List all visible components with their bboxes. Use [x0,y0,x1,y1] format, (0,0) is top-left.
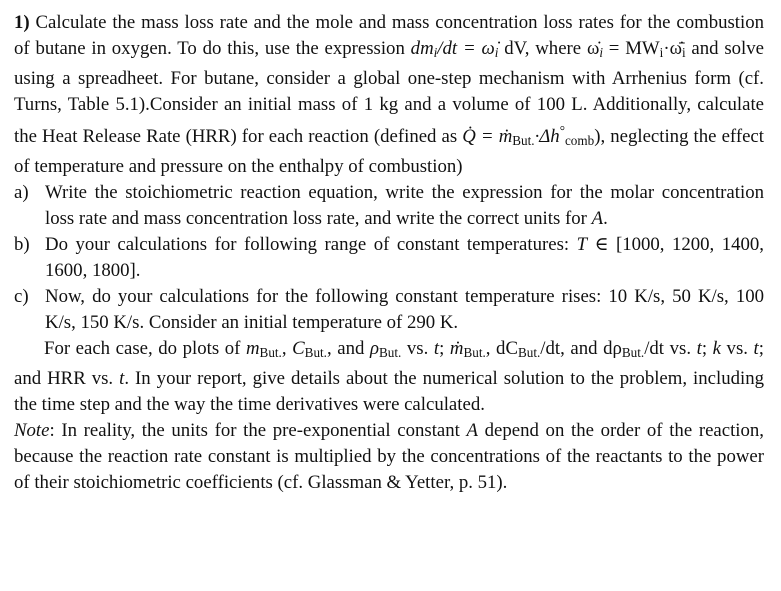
plots-drho: and dρ [564,338,622,359]
expr-omega-sub-2: i [599,45,603,60]
plots-comma-2: , and [326,338,370,359]
item-text-a: Write the stoichiometric reaction equation, write the expression for the molar concentration loss rate and mass concentration loss rate, and write the correct units for [45,182,764,229]
plots-m: m [245,338,260,359]
plots-paragraph [14,336,764,418]
plots-comma-1: , [281,338,293,359]
item-var-b: T [576,234,588,255]
plots-t-4: t [119,368,125,389]
item-tail-a: . [603,208,608,229]
expr-qdot-sub: But. [512,133,535,148]
expr-delta-h-sub: comb [564,133,595,148]
plots-sep-1: ; [439,338,450,359]
list-item-a [14,180,764,232]
plots-mdot: ṁ [449,338,464,359]
expr-omega-sub: i [494,45,499,60]
plots-sub-4: But. [463,345,486,360]
expr-mw: = MW [602,38,660,59]
plots-sub-6: But. [621,345,645,360]
plots-t-1: t [433,338,440,359]
plots-c: C [292,338,305,359]
plots-sub-5: But. [517,345,541,360]
expr-dm-sub: i [433,45,438,60]
plots-end: . In your report, give details about the numerical solution to the problem, including the time step and the way the time derivatives were calculated. [14,368,764,415]
note-paragraph [14,418,764,496]
expr-mw-sub: i [659,45,664,60]
expr-delta-h-sup: ° [559,123,565,138]
plots-sub-2: But. [304,345,327,360]
note-var: A [466,420,478,441]
expr-qdot: Q̇ = ṁ [462,126,513,147]
expr-dt-omega: /dt = ω̇ [437,38,495,59]
intro-text-3: ), neglecting the effect of temperature and pressure on the enthalpy of combustion) [14,126,764,177]
list-item-b [14,232,764,284]
plots-sub-1: But. [259,345,282,360]
item-marker-a: a) [14,182,29,203]
question-intro [14,10,764,180]
plots-dc: , dC [485,338,518,359]
expr-delta-h: ·Δh [534,126,560,147]
item-var-a: A [591,208,604,229]
plots-k: k [712,338,721,359]
question-number: 1) [14,12,30,33]
plots-t-3: t [753,338,759,359]
plots-sub-3: But. [378,345,402,360]
document-page [14,10,764,496]
expr-omega-bar: ·ω̄̇ [663,38,682,59]
plots-t-2: t [696,338,702,359]
note-tail: depend on the order of the reaction, because the reaction rate constant is multiplied by the concentrations of the reactants to the power of their stoichiometric coefficients (cf. Glassman & Yetter, p. 51). [14,420,764,493]
item-marker-c: c) [14,286,29,307]
intro-text-2: and solve using a spreadheet. For butane, consider a global one-step mechanism with Arrhenius form (cf. Turns, Table 5.1).Consider an initial mass of 1 kg and a volume of 100 L. Additionally, calculate the Heat Release Rate (HRR) for each reaction (defined as [14,38,765,147]
intro-text-1: Calculate the mass loss rate and the mole and mass concentration loss rates for the combustion of butane in oxygen. To do this, use the expression [14,12,764,59]
plots-text-1: For each case, do plots of [44,338,246,359]
plots-hrr: ; and HRR vs. [14,338,764,389]
expr-omega-bar-sub: i [681,45,686,60]
expr-dm: dm [410,38,434,59]
expr-dv-where: dV, where ω̇ [498,38,600,59]
item-tail-b: ∈ [1000, 1200, 1400, 1600, 1800]. [45,234,764,281]
list-item-c [14,284,764,336]
item-text-b: Do your calculations for following range of constant temperatures: [45,234,577,255]
plots-vs-1: vs. [401,338,434,359]
plots-rho: ρ [369,338,379,359]
item-text-c: Now, do your calculations for the following constant temperature rises: 10 K/s, 50 K/s, 100 K/s, 150 K/s. Consider an initial temperature of 290 K. [45,286,764,333]
plots-sep-2: ; [701,338,713,359]
plots-vs-3: vs. [720,338,754,359]
plots-dt-2: /dt vs. [644,338,697,359]
item-marker-b: b) [14,234,30,255]
note-text: : In reality, the units for the pre-exponential constant [49,420,467,441]
plots-slash-dt: /dt, [540,338,565,359]
note-label: Note [14,420,50,441]
